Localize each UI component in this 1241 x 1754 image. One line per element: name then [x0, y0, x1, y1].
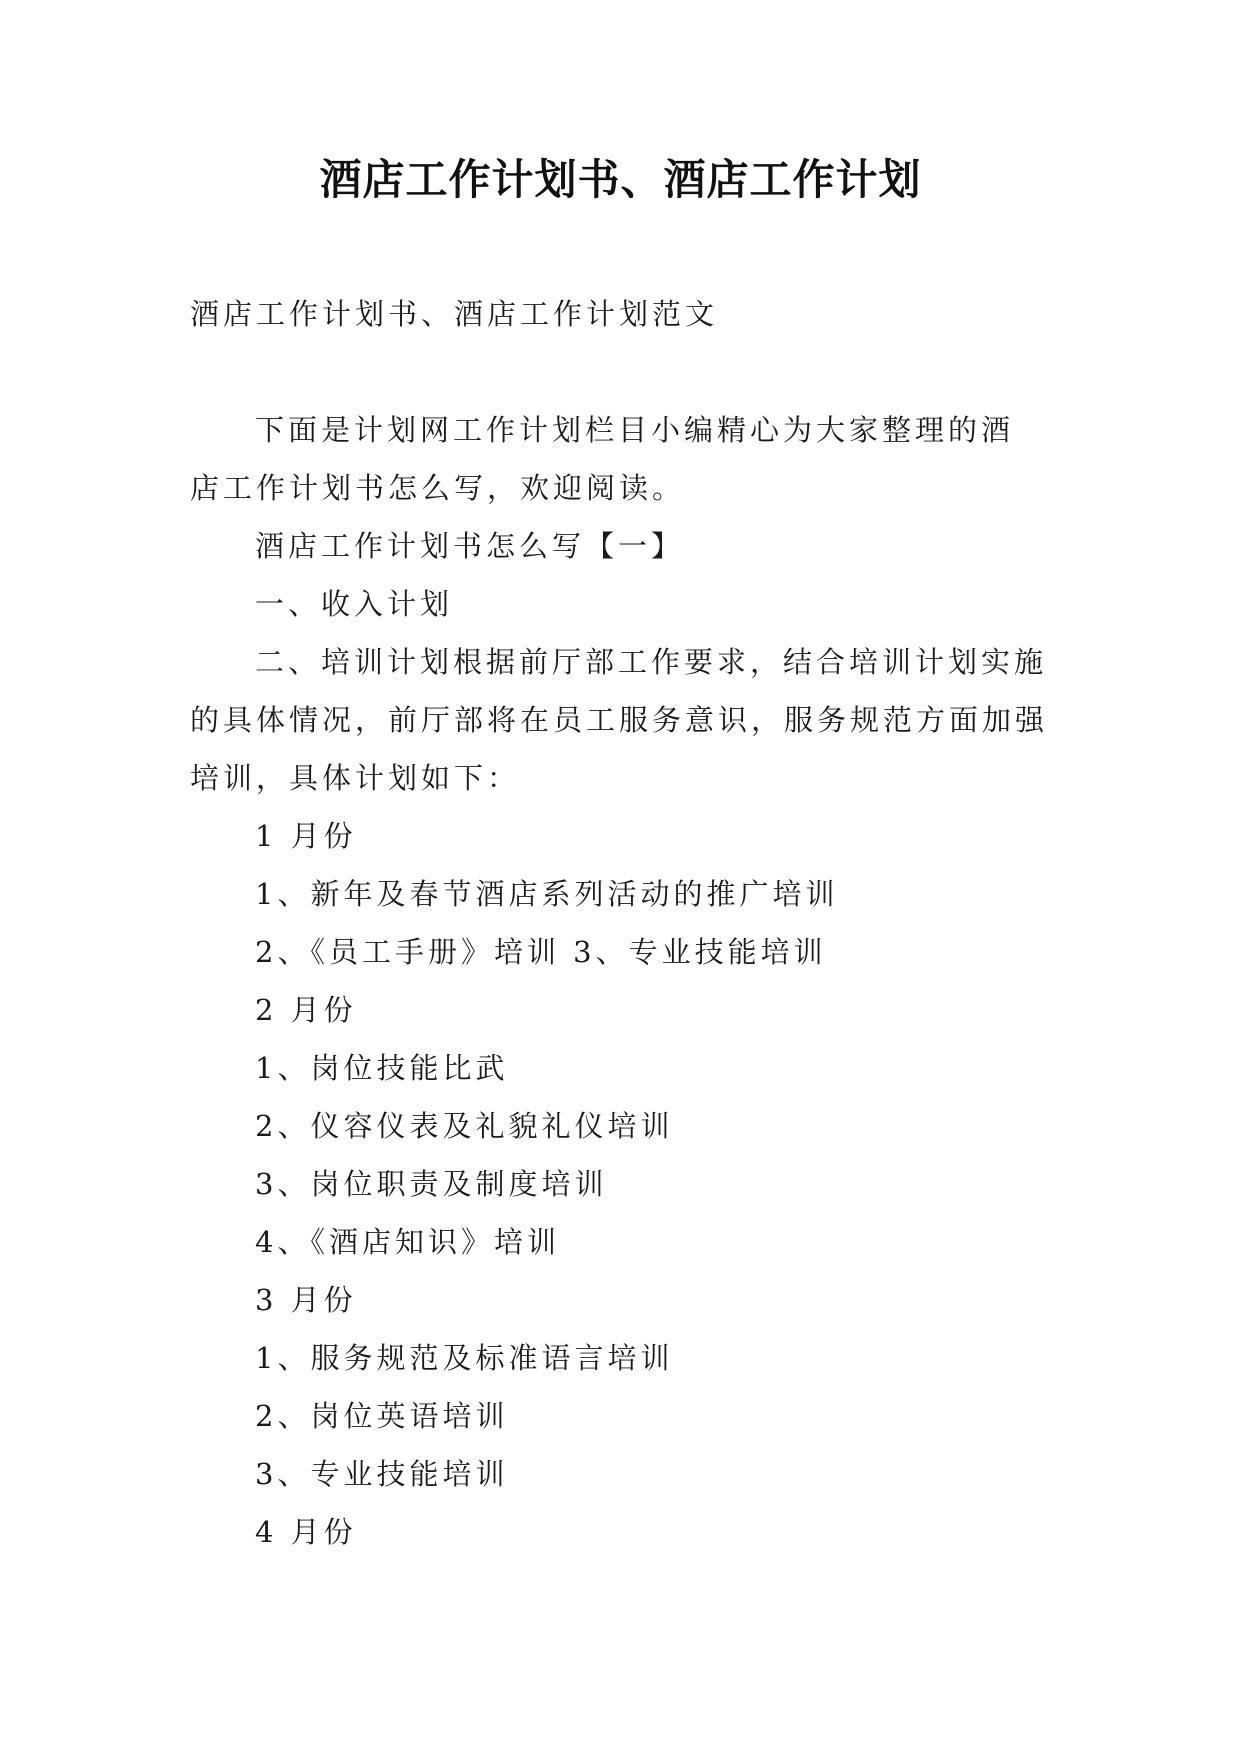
month-heading: 1 月份 [255, 819, 357, 853]
month-heading: 4 月份 [255, 1515, 357, 1549]
paragraph-line: 的具体情况，前厅部将在员工服务意识，服务规范方面加强 [190, 703, 1049, 737]
list-item: 2、仪容仪表及礼貌礼仪培训 [255, 1109, 674, 1143]
month-heading: 3 月份 [255, 1283, 357, 1317]
list-item: 4、《酒店知识》培训 [255, 1225, 560, 1259]
list-item: 2、《员工手册》培训 3、专业技能培训 [255, 935, 827, 969]
paragraph-line: 下面是计划网工作计划栏目小编精心为大家整理的酒 [255, 413, 1015, 447]
document-title: 酒店工作计划书、酒店工作计划 [319, 155, 922, 204]
paragraph-line: 一、收入计划 [255, 587, 454, 621]
paragraph-line: 二、培训计划根据前厅部工作要求，结合培训计划实施 [255, 645, 1048, 679]
section-heading: 酒店工作计划书怎么写【一】 [255, 529, 685, 563]
list-item: 1、岗位技能比武 [255, 1051, 509, 1085]
month-heading: 2 月份 [255, 993, 357, 1027]
list-item: 3、专业技能培训 [255, 1457, 509, 1491]
list-item: 1、新年及春节酒店系列活动的推广培训 [255, 877, 839, 911]
list-item: 3、岗位职责及制度培训 [255, 1167, 608, 1201]
document-subtitle: 酒店工作计划书、酒店工作计划范文 [190, 297, 719, 331]
list-item: 2、岗位英语培训 [255, 1399, 509, 1433]
paragraph-line: 店工作计划书怎么写，欢迎阅读。 [190, 471, 686, 505]
list-item: 1、服务规范及标准语言培训 [255, 1341, 674, 1375]
paragraph-line: 培训，具体计划如下： [190, 761, 521, 795]
